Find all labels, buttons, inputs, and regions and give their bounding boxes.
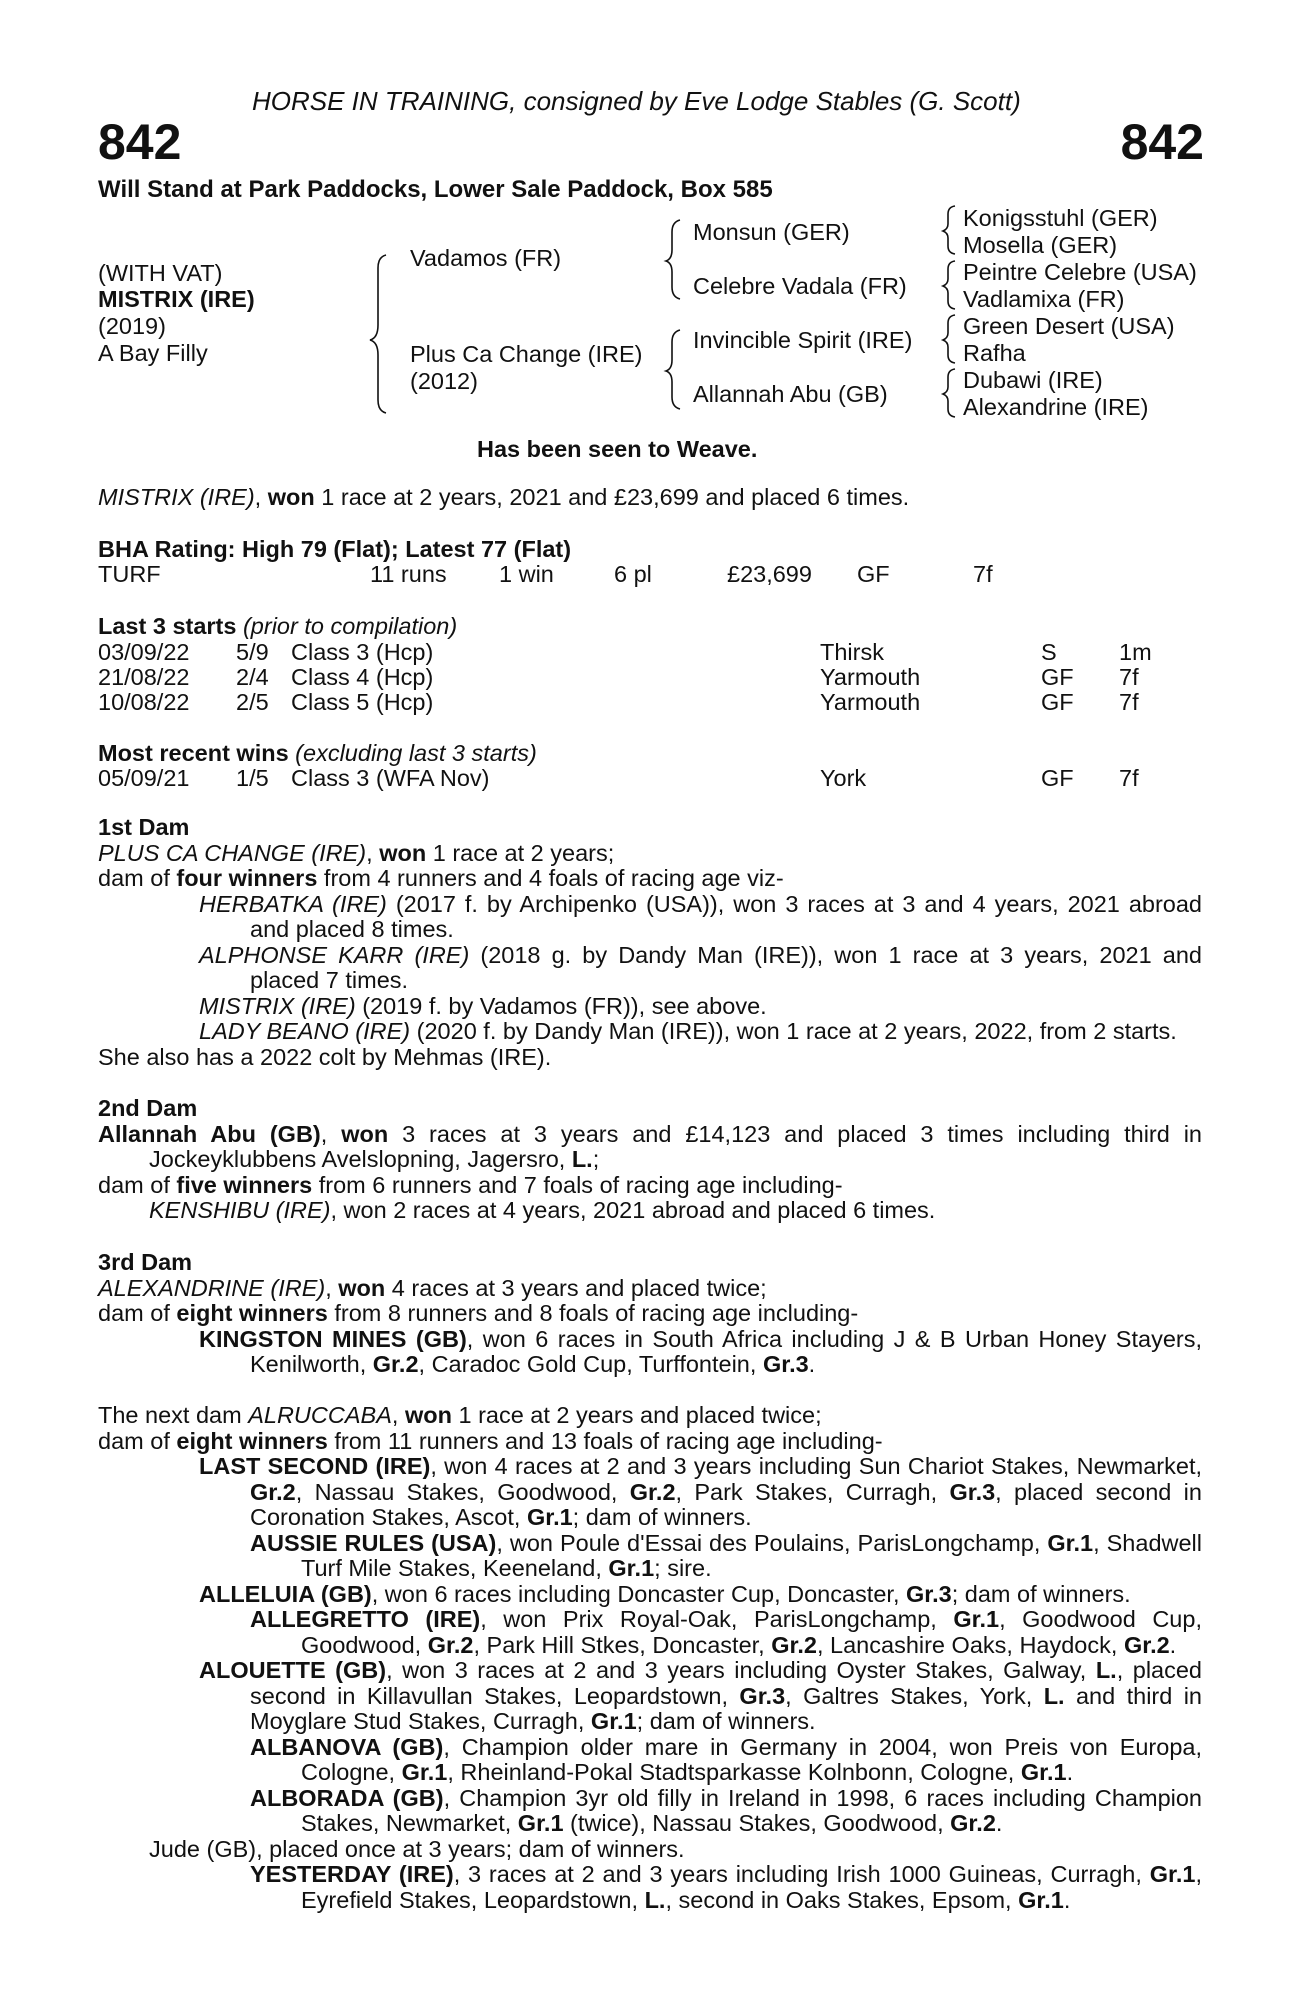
grade: Gr.1 — [953, 1606, 1000, 1632]
text: , placed second in Coronation Stakes, Ascot, — [250, 1478, 1202, 1530]
consignment-header: HORSE IN TRAINING, consigned by Eve Lodge Stables (G. Scott) — [252, 86, 1021, 116]
offspring-name: ALLEGRETTO (IRE) — [250, 1606, 481, 1632]
offspring-name: ALOUETTE (GB) — [199, 1657, 387, 1683]
text: from 6 runners and 7 foals of racing age including- — [312, 1171, 843, 1198]
text: , Shadwell Turf Mile Stakes, Keeneland, — [301, 1529, 1202, 1581]
offspring-name: ALLELUIA (GB) — [199, 1580, 372, 1607]
text: , Galtres Stakes, York, — [785, 1682, 1044, 1709]
ancestor-1: Konigsstuhl (GER) — [963, 205, 1158, 231]
start-distance: 7f — [1119, 689, 1139, 715]
recent-wins-title: Most recent wins — [98, 740, 289, 766]
text: ; sire. — [654, 1555, 712, 1581]
text: , Champion 3yr old filly in Ireland in 1998, 6 races including Champion Stakes, Newmarket, — [301, 1784, 1202, 1836]
start-position: 2/5 — [236, 689, 269, 715]
offspring-entry — [98, 1582, 1202, 1608]
grade: L. — [1095, 1657, 1117, 1683]
text: . — [1063, 1886, 1071, 1913]
offspring-entry — [98, 1019, 1202, 1045]
text: . — [808, 1351, 816, 1377]
offspring-entry — [98, 892, 1202, 943]
ancestor-5: Green Desert (USA) — [963, 313, 1175, 339]
start-date: 03/09/22 — [98, 639, 190, 665]
start-position: 2/4 — [236, 664, 269, 690]
start-course: Yarmouth — [820, 689, 921, 715]
summary-horse-name: MISTRIX (IRE) — [98, 484, 255, 510]
win-date: 05/09/21 — [98, 765, 190, 791]
text: , placed second in Killavullan Stakes, Leopardstown, — [250, 1657, 1202, 1709]
grade: Gr.1 — [526, 1504, 573, 1530]
grade: Gr.1 — [401, 1759, 448, 1785]
winners-count: five winners — [176, 1171, 313, 1198]
offspring-name: ALPHONSE KARR (IRE) — [199, 941, 470, 968]
text: dam of — [98, 865, 177, 891]
bha-distance: 7f — [973, 561, 993, 587]
last-starts-heading — [98, 615, 457, 639]
offspring-entry — [98, 1198, 1202, 1224]
start-going: GF — [1041, 664, 1074, 690]
start-date: 10/08/22 — [98, 689, 190, 715]
offspring-name: ALBORADA (GB) — [250, 1784, 444, 1811]
next-dam-produce-line — [98, 1429, 1202, 1455]
text: , Park Stakes, Curragh, — [675, 1478, 950, 1505]
text: from 4 runners and 4 foals of racing age viz- — [317, 865, 784, 891]
grade: Gr.2 — [950, 1810, 996, 1836]
text: , Champion older mare in Germany in 2004, won Preis von Europa, Cologne, — [301, 1733, 1202, 1785]
offspring-entry — [98, 994, 1202, 1020]
start-class: Class 4 (Hcp) — [291, 664, 434, 690]
offspring-entry: Jude (GB), placed once at 3 years; dam of winners. — [149, 1835, 685, 1862]
bha-surface: TURF — [98, 561, 161, 587]
next-dam-line — [98, 1403, 1202, 1429]
won-label: won — [404, 1402, 452, 1428]
start-course: Yarmouth — [820, 664, 921, 690]
text: ; dam of winners. — [636, 1708, 816, 1734]
ancestor-8: Alexandrine (IRE) — [963, 394, 1149, 420]
third-dam-line — [98, 1276, 1202, 1302]
dam-sire: Invincible Spirit (IRE) — [693, 327, 913, 353]
offspring-name: AUSSIE RULES (USA) — [250, 1529, 497, 1556]
grade: Gr.1 — [1018, 1886, 1064, 1913]
summary-rest: 1 race at 2 years, 2021 and £23,699 and placed 6 times. — [314, 484, 910, 510]
last-starts-note: (prior to compilation) — [236, 613, 458, 639]
vat-label: (WITH VAT) — [98, 260, 223, 286]
ancestor-7: Dubawi (IRE) — [963, 367, 1103, 393]
recent-wins-note: (excluding last 3 starts) — [288, 740, 537, 766]
sire: Vadamos (FR) — [410, 245, 562, 271]
offspring-details: (2019 f. by Vadamos (FR)), see above. — [355, 992, 767, 1019]
text: ; dam of winners. — [572, 1504, 752, 1530]
bha-runs: 11 runs — [370, 561, 447, 587]
sep: , — [366, 839, 380, 866]
first-dam-title: 1st Dam — [98, 814, 190, 840]
ancestor-6: Rafha — [963, 340, 1026, 366]
text: . — [1066, 1759, 1074, 1785]
dam: Plus Ca Change (IRE) — [410, 341, 643, 367]
grade: Gr.2 — [629, 1478, 676, 1505]
start-distance: 1m — [1119, 639, 1152, 665]
winners-count: four winners — [176, 865, 318, 891]
dam-dam: Allannah Abu (GB) — [693, 381, 888, 407]
first-dam-name: PLUS CA CHANGE (IRE) — [98, 839, 367, 866]
won-label: won — [379, 839, 427, 866]
start-position: 5/9 — [236, 639, 269, 665]
offspring-entry — [98, 1607, 1202, 1658]
start-date: 21/08/22 — [98, 664, 190, 690]
win-course: York — [820, 765, 867, 791]
first-dam-produce-line — [98, 866, 1202, 892]
ancestor-2: Mosella (GER) — [963, 232, 1118, 258]
third-dam-title: 3rd Dam — [98, 1249, 193, 1275]
text: , second in Oaks Stakes, Epsom, — [665, 1886, 1019, 1913]
grade: L. — [571, 1146, 593, 1172]
win-going: GF — [1041, 765, 1074, 791]
won-label: won — [341, 1120, 389, 1147]
also-has-note: She also has a 2022 colt by Mehmas (IRE). — [98, 1043, 552, 1070]
sire-sire: Monsun (GER) — [693, 219, 850, 245]
start-distance: 7f — [1119, 664, 1139, 690]
second-dam-rest: 3 races at 3 years and £14,123 and placed 3 times including third in Jockeyklubbens Avelslopning, Jagersro, — [149, 1120, 1203, 1172]
grade: Gr.3 — [949, 1478, 996, 1505]
text: , Lancashire Oaks, Haydock, — [816, 1631, 1124, 1658]
text: , won 6 races including Doncaster Cup, Doncaster, — [371, 1580, 906, 1607]
horse-description: A Bay Filly — [98, 340, 208, 366]
offspring-name: ALBANOVA (GB) — [250, 1733, 444, 1760]
offspring-name: HERBATKA (IRE) — [199, 890, 387, 917]
grade: Gr.2 — [771, 1631, 817, 1658]
text: (twice), Nassau Stakes, Goodwood, — [563, 1810, 951, 1836]
start-class: Class 5 (Hcp) — [291, 689, 434, 715]
bha-earnings: £23,699 — [727, 561, 812, 587]
stand-location: Will Stand at Park Paddocks, Lower Sale Paddock, Box 585 — [98, 176, 773, 203]
third-dam-section — [98, 1250, 1202, 1378]
text: from 8 runners and 8 foals of racing age including- — [327, 1300, 859, 1326]
offspring-entry — [98, 1862, 1202, 1913]
grade: Gr.1 — [517, 1810, 564, 1836]
offspring-details: (2020 f. by Dandy Man (IRE)), won 1 race at 2 years, 2022, from 2 starts. — [410, 1018, 1177, 1044]
offspring-name: KENSHIBU (IRE) — [149, 1197, 331, 1223]
text: dam of — [98, 1171, 177, 1198]
second-dam-line — [98, 1122, 1202, 1173]
offspring-entry — [98, 1454, 1202, 1531]
grade: Gr.2 — [250, 1478, 296, 1505]
text: ; dam of winners. — [951, 1580, 1131, 1607]
start-going: S — [1041, 639, 1057, 665]
grade: Gr.3 — [906, 1580, 952, 1607]
sep: , — [325, 1274, 339, 1301]
grade: Gr.2 — [427, 1631, 474, 1658]
text: dam of — [98, 1300, 177, 1326]
winners-count: eight winners — [176, 1427, 328, 1454]
text: The next dam — [98, 1402, 249, 1428]
offspring-entry — [98, 1786, 1202, 1837]
text: , 3 races at 2 and 3 years including Irish 1000 Guineas, Curragh, — [453, 1861, 1150, 1887]
grade: Gr.1 — [1020, 1759, 1067, 1785]
text: , won 4 races at 2 and 3 years including Sun Chariot Stakes, Newmarket, — [430, 1453, 1202, 1479]
first-dam-rest: 1 race at 2 years; — [426, 839, 615, 866]
offspring-details: (2018 g. by Dandy Man (IRE)), won 1 race at 3 years, 2021 and placed 7 times. — [250, 941, 1202, 993]
sep: , — [391, 1402, 405, 1428]
text: , won Prix Royal-Oak, ParisLongchamp, — [480, 1606, 954, 1632]
text: , Eyrefield Stakes, Leopardstown, — [301, 1861, 1202, 1913]
text: 1 race at 2 years and placed twice; — [451, 1402, 822, 1428]
next-dam-section — [98, 1403, 1202, 1913]
win-class: Class 3 (WFA Nov) — [291, 765, 490, 791]
bha-wins: 1 win — [499, 561, 554, 587]
third-dam-produce-line — [98, 1301, 1202, 1327]
text: , won 6 races in South Africa including J & B Urban Honey Stayers, Kenilworth, — [250, 1325, 1202, 1377]
grade: Gr.2 — [372, 1351, 419, 1377]
bha-rating: BHA Rating: High 79 (Flat); Latest 77 (Flat) — [98, 536, 572, 562]
offspring-name: YESTERDAY (IRE) — [250, 1861, 454, 1887]
win-distance: 7f — [1119, 765, 1139, 791]
second-dam-name: Allannah Abu (GB) — [98, 1120, 321, 1147]
text: , Caradoc Gold Cup, Turffontein, — [418, 1351, 763, 1377]
start-going: GF — [1041, 689, 1074, 715]
text: , Goodwood Cup, Goodwood, — [301, 1606, 1202, 1658]
text: dam of — [98, 1427, 177, 1454]
grade: L. — [644, 1886, 666, 1913]
bha-going: GF — [857, 561, 890, 587]
grade: L. — [1043, 1682, 1065, 1709]
grade: Gr.3 — [739, 1682, 786, 1709]
horse-year: (2019) — [98, 313, 166, 339]
winners-count: eight winners — [176, 1300, 328, 1326]
bha-placed: 6 pl — [614, 561, 652, 587]
seen-to-weave-note: Has been seen to Weave. — [477, 436, 758, 462]
third-dam-rest: 4 races at 3 years and placed twice; — [385, 1274, 767, 1301]
horse-name: MISTRIX (IRE) — [98, 286, 255, 312]
sep: , — [320, 1120, 342, 1147]
text: , Park Hill Stkes, Doncaster, — [473, 1631, 772, 1658]
sire-dam: Celebre Vadala (FR) — [693, 273, 907, 299]
grade: Gr.1 — [1149, 1861, 1196, 1887]
text: and third in Moyglare Stud Stakes, Curragh, — [250, 1682, 1202, 1734]
race-summary: MISTRIX (IRE), won 1 race at 2 years, 2021 and £23,699 and placed 6 times. — [98, 484, 910, 510]
start-course: Thirsk — [820, 639, 884, 665]
offspring-entry — [98, 1658, 1202, 1735]
text: from 11 runners and 13 foals of racing age including- — [327, 1427, 883, 1454]
text: , won Poule d'Essai des Poulains, ParisLongchamp, — [496, 1529, 1048, 1556]
won-label: won — [338, 1274, 386, 1301]
offspring-entry — [98, 1531, 1202, 1582]
second-dam-produce-line — [98, 1173, 1202, 1199]
second-dam-section — [98, 1096, 1202, 1224]
ancestor-3: Peintre Celebre (USA) — [963, 259, 1197, 285]
grade: Gr.1 — [608, 1555, 655, 1581]
start-class: Class 3 (Hcp) — [291, 639, 434, 665]
next-dam-name: ALRUCCABA — [248, 1402, 392, 1428]
second-dam-title: 2nd Dam — [98, 1095, 198, 1121]
grade: Gr.1 — [590, 1708, 637, 1734]
first-dam-line — [98, 841, 1202, 867]
offspring-details: (2017 f. by Archipenko (USA)), won 3 races at 3 and 4 years, 2021 abroad and placed 8 times. — [250, 890, 1202, 942]
text: , Nassau Stakes, Goodwood, — [295, 1478, 630, 1505]
offspring-entry — [98, 1327, 1202, 1378]
grade: Gr.3 — [762, 1351, 809, 1377]
offspring-name: MISTRIX (IRE) — [199, 992, 356, 1019]
first-dam-section — [98, 815, 1202, 1070]
grade: Gr.1 — [1047, 1529, 1094, 1556]
recent-wins-heading — [98, 742, 537, 766]
win-position: 1/5 — [236, 765, 269, 791]
summary-won: won — [267, 484, 315, 510]
text: , Rheinland-Pokal Stadtsparkasse Kolnbonn, Cologne, — [447, 1759, 1021, 1785]
text: , won 3 races at 2 and 3 years including Oyster Stakes, Galway, — [386, 1657, 1096, 1683]
grade: Gr.2 — [1123, 1631, 1170, 1658]
dam-year: (2012) — [410, 368, 478, 394]
lot-number-right: 842 — [1120, 114, 1204, 170]
ancestor-4: Vadlamixa (FR) — [963, 286, 1125, 312]
lot-number-left: 842 — [98, 114, 182, 170]
third-dam-name: ALEXANDRINE (IRE) — [98, 1274, 326, 1301]
offspring-entry — [98, 1735, 1202, 1786]
offspring-details: , won 2 races at 4 years, 2021 abroad and placed 6 times. — [330, 1197, 936, 1223]
offspring-name: LAST SECOND (IRE) — [199, 1453, 431, 1479]
offspring-name: KINGSTON MINES (GB) — [199, 1325, 467, 1352]
offspring-name: LADY BEANO (IRE) — [199, 1018, 411, 1044]
offspring-entry — [98, 943, 1202, 994]
text: . — [995, 1810, 1003, 1836]
text: ; — [592, 1146, 600, 1172]
last-starts-title: Last 3 starts — [98, 613, 237, 639]
text: . — [1169, 1631, 1177, 1658]
